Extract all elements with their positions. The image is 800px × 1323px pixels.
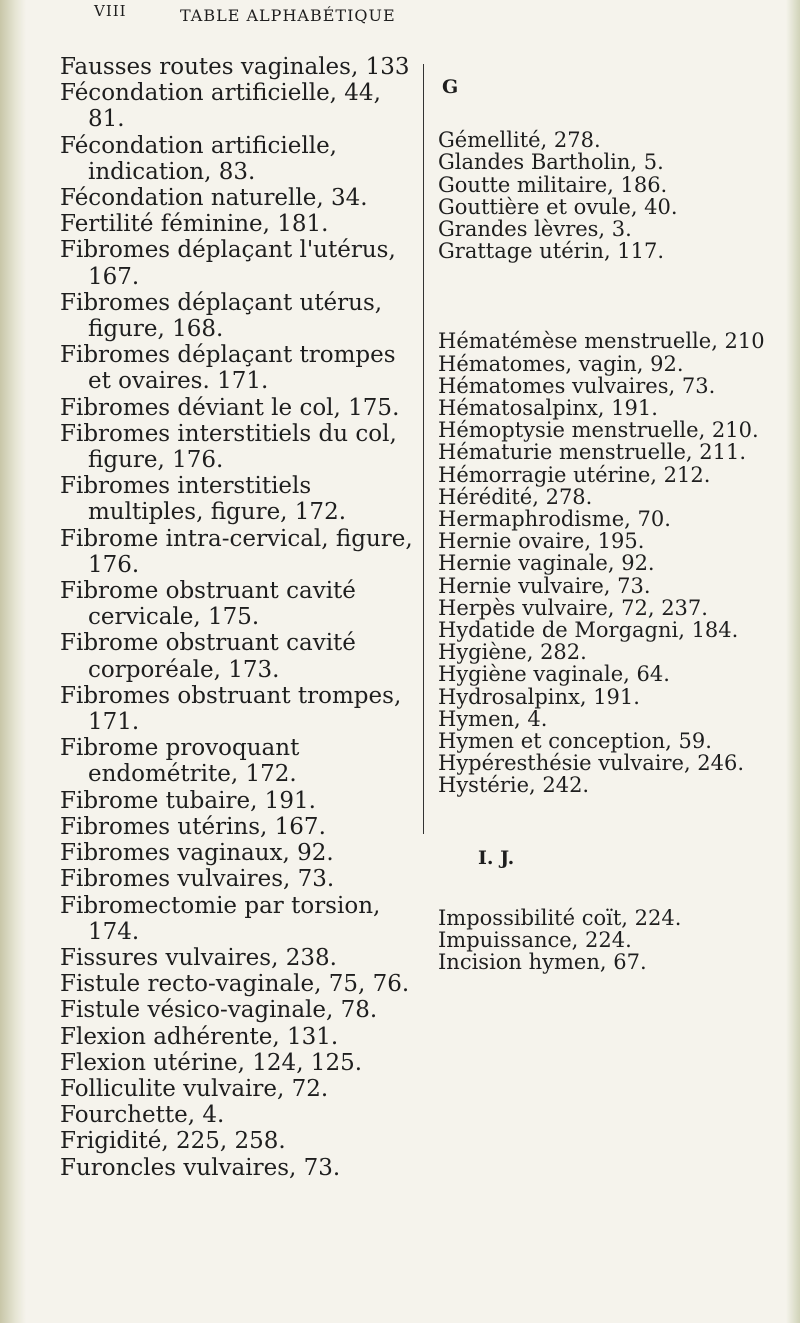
index-entry: Hymen et conception, 59. bbox=[438, 729, 712, 754]
index-entry: Herpès vulvaire, 72, 237. bbox=[438, 595, 708, 620]
index-entry: Fistule vésico-vaginale, 78. bbox=[60, 997, 378, 1024]
index-entry: Grandes lèvres, 3. bbox=[438, 217, 632, 242]
index-entry: Fibromes interstitiels multiples, figure, 172. bbox=[60, 473, 347, 526]
index-entry: Flexion adhérente, 131. bbox=[60, 1023, 339, 1050]
section-g bbox=[438, 129, 778, 262]
index-entry: Goutte militaire, 186. bbox=[438, 172, 668, 197]
index-entry: Hystérie, 242. bbox=[438, 773, 590, 798]
index-entry: Fibromes déplaçant l'utérus, 167. bbox=[60, 237, 396, 290]
index-entry: Grattage utérin, 117. bbox=[438, 239, 665, 264]
index-entry: Hernie vaginale, 92. bbox=[438, 551, 655, 576]
index-entry: Fibromes déplaçant trompes et ovaires. 171. bbox=[60, 342, 396, 395]
index-entry: Hématosalpinx, 191. bbox=[438, 396, 658, 421]
index-entry: Incision hymen, 67. bbox=[438, 950, 647, 975]
section-ij bbox=[438, 907, 778, 974]
index-entry: Fausses routes vaginales, 133 bbox=[60, 54, 410, 80]
index-entry: Fibrome obstruant cavité corporéale, 173. bbox=[60, 630, 356, 683]
index-entry: Impuissance, 224. bbox=[438, 928, 632, 953]
index-entry: Hygiène, 282. bbox=[438, 640, 587, 665]
section-letter-ij: I. J. bbox=[478, 846, 515, 869]
index-entry: Folliculite vulvaire, 72. bbox=[60, 1075, 329, 1102]
column-divider bbox=[423, 64, 424, 834]
index-entry: Hermaphrodisme, 70. bbox=[438, 507, 671, 532]
index-entry: Hypéresthésie vulvaire, 246. bbox=[438, 751, 745, 776]
index-entry: Fibromes interstitiels du col, figure, 176. bbox=[60, 420, 397, 474]
index-entry: Hydatide de Morgagni, 184. bbox=[438, 618, 739, 643]
index-entry: Hymen, 4. bbox=[438, 706, 548, 731]
page-edge-right bbox=[786, 0, 800, 1323]
index-entry: Fibrome intra-cervical, figure, 176. bbox=[60, 525, 413, 578]
index-entry: Fibrome provoquant endométrite, 172. bbox=[60, 735, 300, 788]
index-entry: Furoncles vulvaires, 73. bbox=[60, 1154, 341, 1181]
index-entry: Hématomes, vagin, 92. bbox=[438, 351, 684, 376]
section-h bbox=[438, 330, 778, 796]
index-entry: Fertilité féminine, 181. bbox=[60, 211, 329, 238]
index-entry: Hernie ovaire, 195. bbox=[438, 529, 645, 554]
index-entry: Hémorragie utérine, 212. bbox=[438, 462, 711, 487]
index-entry: Hématémèse menstruelle, 210 bbox=[438, 329, 765, 354]
index-entry: Fibrome obstruant cavité cervicale, 175. bbox=[60, 578, 356, 631]
index-entry: Fibromes déviant le col, 175. bbox=[60, 394, 400, 421]
index-entry: Fibromes obstruant trompes, 171. bbox=[60, 682, 402, 736]
index-column-left bbox=[60, 54, 415, 1181]
index-column-right bbox=[438, 58, 778, 974]
index-entry: Impossibilité coït, 224. bbox=[438, 905, 682, 930]
index-entry: Flexion utérine, 124, 125. bbox=[60, 1049, 363, 1076]
index-entry: Fistule recto-vaginale, 75, 76. bbox=[60, 971, 410, 998]
index-entry: Fécondation naturelle, 34. bbox=[60, 185, 368, 212]
running-title: TABLE ALPHABÉTIQUE bbox=[180, 6, 396, 25]
index-entry: Fibromes utérins, 167. bbox=[60, 813, 326, 840]
index-entry: Fissures vulvaires, 238. bbox=[60, 944, 337, 971]
index-entry: Hématomes vulvaires, 73. bbox=[438, 373, 716, 398]
index-entry: Fibromes déplaçant utérus, figure, 168. bbox=[60, 289, 383, 343]
section-letter-g: G bbox=[442, 76, 459, 98]
index-entry: Fibromes vaginaux, 92. bbox=[60, 840, 334, 867]
index-entry: Glandes Bartholin, 5. bbox=[438, 150, 664, 175]
index-entry: Fécondation artificielle, 44, 81. bbox=[60, 80, 381, 133]
index-entry: Hémoptysie menstruelle, 210. bbox=[438, 418, 759, 443]
index-entry: Hernie vulvaire, 73. bbox=[438, 573, 651, 598]
index-entry: Fibromes vulvaires, 73. bbox=[60, 866, 335, 893]
index-entry: Fécondation artificielle, indication, 83. bbox=[60, 132, 337, 185]
index-entry: Fibromectomie par torsion, 174. bbox=[60, 892, 381, 945]
index-entry: Fibrome tubaire, 191. bbox=[60, 787, 316, 814]
page-edge-shadow bbox=[0, 0, 26, 1323]
index-entry: Frigidité, 225, 258. bbox=[60, 1128, 286, 1155]
index-entry: Hydrosalpinx, 191. bbox=[438, 684, 640, 709]
index-entry: Fourchette, 4. bbox=[60, 1102, 225, 1129]
index-entry: Hérédité, 278. bbox=[438, 484, 593, 509]
index-entry: Hématurie menstruelle, 211. bbox=[438, 440, 747, 465]
page-number: VIII bbox=[94, 2, 127, 20]
index-entry: Hygiène vaginale, 64. bbox=[438, 662, 670, 687]
index-entry: Gouttière et ovule, 40. bbox=[438, 194, 678, 219]
index-entry: Gémellité, 278. bbox=[438, 128, 601, 153]
